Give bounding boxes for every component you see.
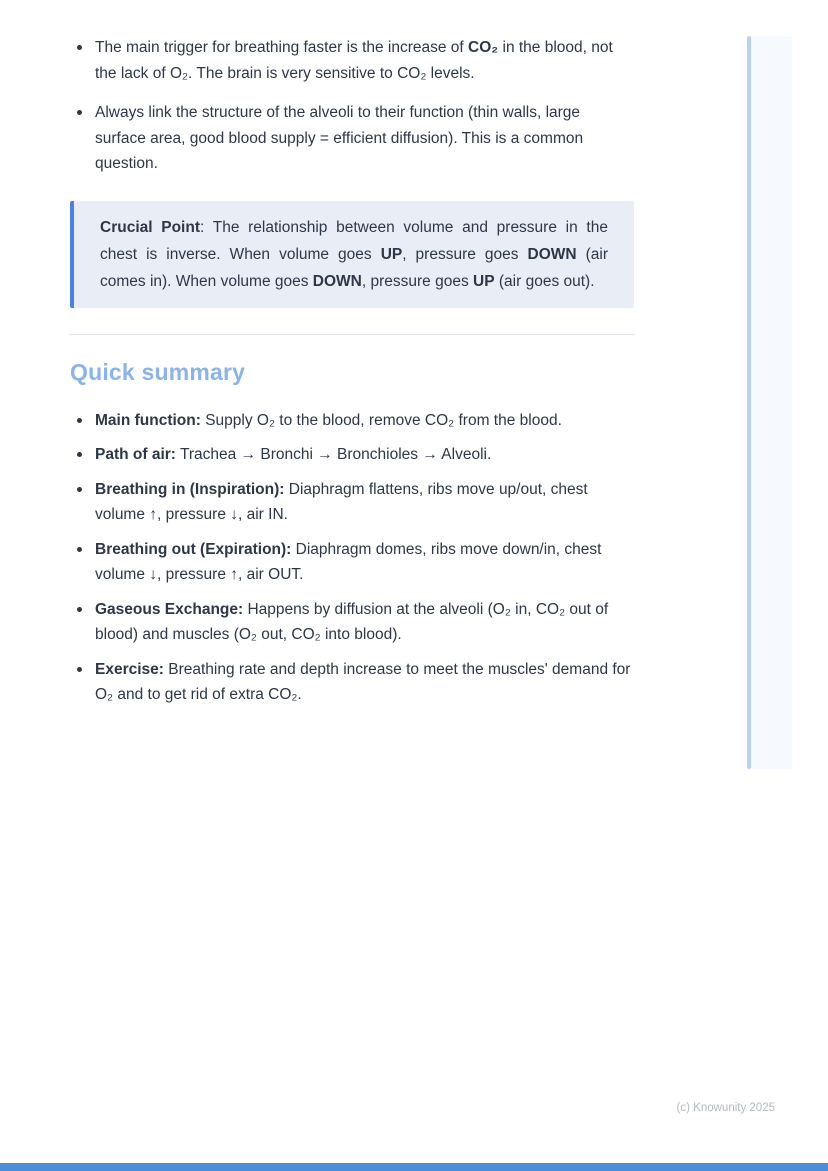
summary-item-text: Supply O₂ to the blood, remove CO₂ from the blood. — [200, 411, 562, 429]
summary-item-label: Exercise: — [95, 660, 164, 678]
page-edge-accent-line — [747, 36, 751, 769]
summary-item — [70, 657, 634, 708]
summary-item-label: Main function: — [95, 411, 201, 429]
list-item: Always link the structure of the alveoli to their function (thin walls, large surface area, good blood supply = efficient diffusion). This is a common question. — [70, 100, 634, 177]
crucial-point-callout — [70, 201, 634, 308]
summary-item-label: Path of air: — [95, 446, 176, 463]
summary-item-text: Breathing rate and depth increase to meet the muscles' demand for O₂ and to get rid of extra CO₂. — [95, 660, 631, 703]
summary-bullet-list — [70, 408, 634, 708]
footer-credit: (c) Knowunity 2025 — [676, 1102, 775, 1114]
summary-item — [70, 408, 634, 434]
summary-item — [70, 442, 634, 468]
quick-summary-heading: Quick summary — [70, 358, 246, 385]
summary-item-text: Diaphragm flattens, ribs move up/out, chest volume ↑, pressure ↓, air IN. — [95, 480, 588, 523]
summary-item-label: Breathing out (Expiration): — [95, 540, 292, 558]
side-page-preview-panel — [751, 36, 792, 769]
intro-bullet-list — [70, 35, 634, 177]
summary-item-text: Happens by diffusion at the alveoli (O₂ in, CO₂ out of blood) and muscles (O₂ out, CO₂ into blood). — [95, 600, 609, 643]
summary-item — [70, 477, 634, 528]
list-item: The main trigger for breathing faster is the increase of CO₂ in the blood, not the lack of O₂. The brain is very sensitive to CO₂ levels. — [70, 35, 634, 86]
bottom-accent-bar — [0, 1163, 828, 1171]
summary-item-label: Breathing in (Inspiration): — [95, 480, 285, 498]
section-divider — [70, 334, 634, 335]
summary-item — [70, 537, 634, 588]
callout-text: Crucial Point: The relationship between volume and pressure in the chest is inverse. When volume goes UP, pressure goes DOWN (air comes in). When volume goes DOWN, pressure goes UP (air goes out). — [100, 218, 608, 290]
summary-item-text: Diaphragm domes, ribs move down/in, chest volume ↓, pressure ↑, air OUT. — [95, 540, 602, 583]
summary-item — [70, 597, 634, 648]
page-content — [70, 35, 634, 717]
summary-item-label: Gaseous Exchange: — [95, 600, 244, 618]
summary-item-text: Trachea → Bronchi → Bronchioles → Alveoli. — [175, 446, 492, 463]
